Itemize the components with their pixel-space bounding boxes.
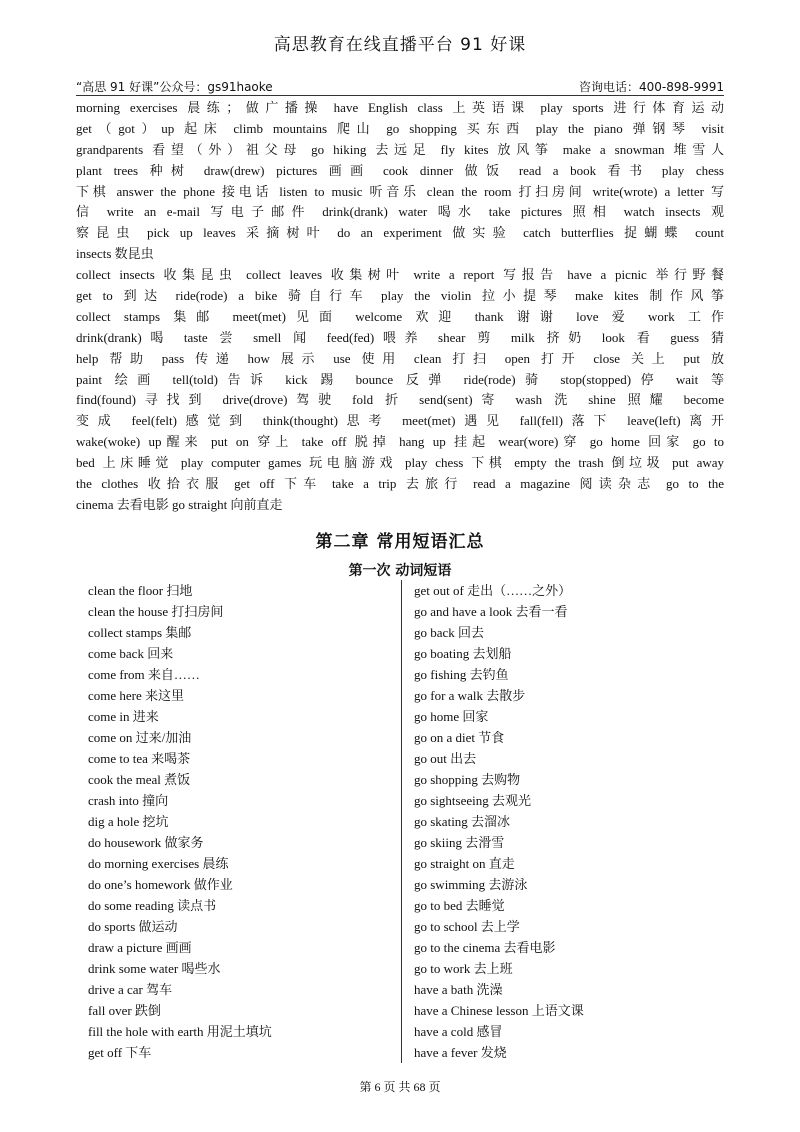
phrase-item: do morning exercises 晨练 [88,856,229,871]
phrase-item: go home 回家 [414,709,489,724]
phrase-item: go back 回去 [414,625,485,640]
phrase-item: go for a walk 去散步 [414,688,526,703]
paragraph-line: 下棋 answer the phone 接电话 listen to music 听音乐 clean the room 打扫房间 write(wrote) a letter 写 [76,183,724,199]
phrase-item: fall over 跌倒 [88,1003,161,1018]
paragraph-line: the clothes 收拾衣服 get off 下车 take a trip 去旅行 read a magazine 阅读杂志 go to the [76,476,724,492]
phrase-item: come from 来自…… [88,667,200,682]
phrase-item: do some reading 读点书 [88,898,217,913]
column-divider [401,580,402,1063]
paragraph-line: bed 上床睡觉 play computer games 玩电脑游戏 play chess 下棋 empty the trash 倒垃圾 put away [76,455,724,471]
phrase-item: come to tea 来喝茶 [88,751,191,766]
paragraph-line: 变成 feel(felt)感觉到 think(thought)思考 meet(met)遇见 fall(fell)落下 leave(left)离开 [76,413,724,429]
page-header-title: 高思教育在线直播平台 91 好课 [273,35,527,55]
phrase-item: come back 回来 [88,646,174,661]
paragraph-line: help 帮助 pass 传递 how 展示 use 使用 clean 打扫 open 打开 close 关上 put 放 [76,350,724,366]
phrase-item: draw a picture 画画 [88,940,192,955]
phrase-item: go to bed 去睡觉 [414,898,505,913]
phrase-column-left [88,580,388,1063]
phrase-item: dig a hole 挖坑 [88,814,169,829]
phrase-item: do housework 做家务 [88,835,204,850]
phrase-item: have a cold 感冒 [414,1024,503,1039]
wechat-account: “高思 91 好课”公众号：gs91haoke [76,80,273,94]
phrase-item: collect stamps 集邮 [88,625,192,640]
phrase-item: go and have a look 去看一看 [414,604,568,619]
phrase-item: crash into 撞向 [88,793,169,808]
phrase-item: drink some water 喝些水 [88,961,221,976]
phrase-item: go out 出去 [414,751,477,766]
vocabulary-paragraph [76,98,724,516]
paragraph-line: insects 数昆虫 [76,246,154,262]
phrase-item: do one’s homework 做作业 [88,877,233,892]
paragraph-line: collect stamps 集邮 meet(met)见面 welcome 欢迎 thank 谢谢 love 爱 work 工作 [76,308,724,324]
paragraph-line: 信 write an e-mail 写电子邮件 drink(drank) water 喝水 take pictures 照相 watch insects 观 [76,204,724,220]
phrase-item: have a bath 洗澡 [414,982,503,997]
paragraph-line: plant trees 种树 draw(drew) pictures 画画 cook dinner 做饭 read a book 看书 play chess [76,162,724,178]
phrase-item: clean the house 打扫房间 [88,604,224,619]
phrase-item: clean the floor 扫地 [88,583,193,598]
paragraph-line: grandparents 看望（外）祖父母 go hiking 去远足 fly kites 放风筝 make a snowman 堆雪人 [76,141,724,157]
phrase-item: fill the hole with earth 用泥土填坑 [88,1024,272,1039]
header-subline [76,78,724,94]
paragraph-line: 察昆虫 pick up leaves 采摘树叶 do an experiment 做实验 catch butterflies 捉蝴蝶 count [76,225,724,241]
phrase-item: cook the meal 煮饭 [88,772,191,787]
paragraph-line: get（got）up 起床 climb mountains 爬山 go shopping 买东西 play the piano 弹钢琴 visit [76,120,724,136]
phrase-item: do sports 做运动 [88,919,178,934]
phrase-item: go skating 去溜冰 [414,814,511,829]
phrase-item: go straight on 直走 [414,856,515,871]
paragraph-line: drink(drank)喝 taste 尝 smell 闻 feed(fed)喂养 shear 剪 milk 挤奶 look 看 guess 猜 [76,329,724,345]
phrase-item: get out of 走出（……之外） [414,583,572,598]
paragraph-line: wake(woke) up醒来 put on 穿上 take off 脱掉 hang up 挂起 wear(wore)穿 go home 回家 go to [76,434,724,450]
paragraph-line: morning exercises 晨练；做广播操 have English class 上英语课 play sports 进行体育运动 [76,100,724,115]
phrase-item: come on 过来/加油 [88,730,192,745]
section-title: 第一次 动词短语 [348,563,452,579]
page-number: 第 6 页 共 68 页 [359,1080,441,1094]
header-divider [76,95,724,96]
phrase-item: go boating 去划船 [414,646,512,661]
paragraph-line: collect insects 收集昆虫 collect leaves 收集树叶 write a report 写报告 have a picnic 举行野餐 [76,267,724,283]
phrase-item: go to school 去上学 [414,919,520,934]
phrase-item: come in 进来 [88,709,159,724]
paragraph-line: paint 绘画 tell(told)告诉 kick 踢 bounce 反弹 ride(rode)骑 stop(stopped)停 wait 等 [76,371,724,387]
phrase-item: drive a car 驾车 [88,982,173,997]
phrase-item: go to work 去上班 [414,961,513,976]
phrase-item: go fishing 去钓鱼 [414,667,509,682]
contact-phone: 咨询电话：400-898-9991 [578,80,724,94]
phrase-item: go swimming 去游泳 [414,877,528,892]
phrase-item: go to the cinema 去看电影 [414,940,556,955]
paragraph-line: cinema 去看电影 go straight 向前直走 [76,496,283,512]
phrase-item: go on a diet 节食 [414,730,505,745]
phrase-item: go skiing 去滑雪 [414,835,505,850]
phrase-item: go sightseeing 去观光 [414,793,531,808]
paragraph-line: get to 到达 ride(rode) a bike 骑自行车 play the violin 拉小提琴 make kites 制作风筝 [76,288,724,304]
phrase-item: get off 下车 [88,1045,152,1060]
paragraph-line: find(found)寻找到 drive(drove)驾驶 fold 折 send(sent)寄 wash 洗 shine 照耀 become [76,392,724,408]
phrase-column-right [414,580,734,1063]
phrase-item: have a Chinese lesson 上语文课 [414,1003,584,1018]
phrase-item: go shopping 去购物 [414,772,521,787]
phrase-item: have a fever 发烧 [414,1045,507,1060]
phrase-item: come here 来这里 [88,688,185,703]
chapter-title: 第二章 常用短语汇总 [315,532,485,552]
